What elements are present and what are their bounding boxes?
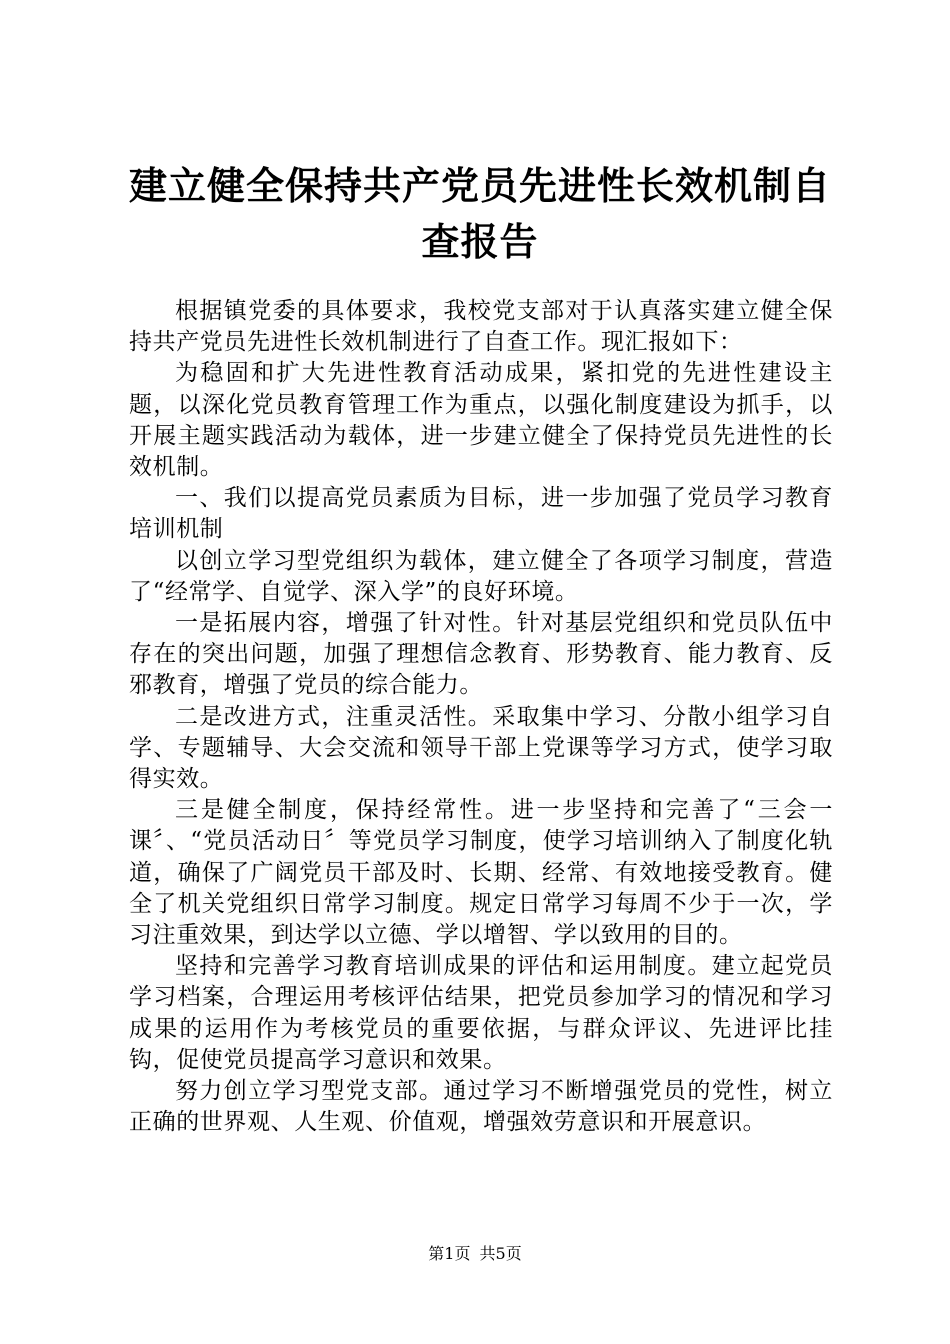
page-total: 共5页 <box>479 1244 522 1263</box>
paragraph-point-3: 三是健全制度，保持经常性。进一步坚持和完善了“三会一课〞、“党员活动日〞等党员学习制度，使学习培训纳入了制度化轨道，确保了广阔党员干部及时、长期、经常、有效地接受教育。健全了机关党组织日常学习制度。规定日常学习每周不少于一次，学习注重效果，到达学以立德、学以增智、学以致用的目的。 <box>129 797 833 949</box>
paragraph-point-2: 二是改进方式，注重灵活性。采取集中学习、分散小组学习自学、专题辅导、大会交流和领导干部上党课等学习方式，使学习取得实效。 <box>129 703 833 793</box>
page-footer <box>0 1242 950 1266</box>
paragraph-point-1: 一是拓展内容，增强了针对性。针对基层党组织和党员队伍中存在的突出问题，加强了理想信念教育、形势教育、能力教育、反邪教育，增强了党员的综合能力。 <box>129 610 833 699</box>
paragraph-intro: 根据镇党委的具体要求，我校党支部对于认真落实建立健全保持共产党员先进性长效机制进行了自查工作。现汇报如下： <box>129 298 833 356</box>
document-body <box>129 296 833 1138</box>
paragraph-learning-org: 以创立学习型党组织为载体，建立健全了各项学习制度，营造了“经常学、自觉学、深入学”的良好环境。 <box>129 547 833 605</box>
document-title: 建立健全保持共产党员先进性长效机制自查报告 <box>128 164 831 264</box>
section-heading-1: 一、我们以提高党员素质为目标，进一步加强了党员学习教育培训机制 <box>129 485 833 543</box>
page-number: 第1页 <box>428 1244 471 1263</box>
paragraph-overview: 为稳固和扩大先进性教育活动成果，紧扣党的先进性建设主题，以深化党员教育管理工作为重点，以强化制度建设为抓手，以开展主题实践活动为载体，进一步建立健全了保持党员先进性的长效机制。 <box>129 360 833 481</box>
paragraph-evaluation: 坚持和完善学习教育培训成果的评估和运用制度。建立起党员学习档案，合理运用考核评估结果，把党员参加学习的情况和学习成果的运用作为考核党员的重要依据，与群众评议、先进评比挂钩，促使党员提高学习意识和效果。 <box>129 953 833 1073</box>
paragraph-learning-branch: 努力创立学习型党支部。通过学习不断增强党员的党性，树立正确的世界观、人生观、价值观，增强效劳意识和开展意识。 <box>129 1078 833 1136</box>
